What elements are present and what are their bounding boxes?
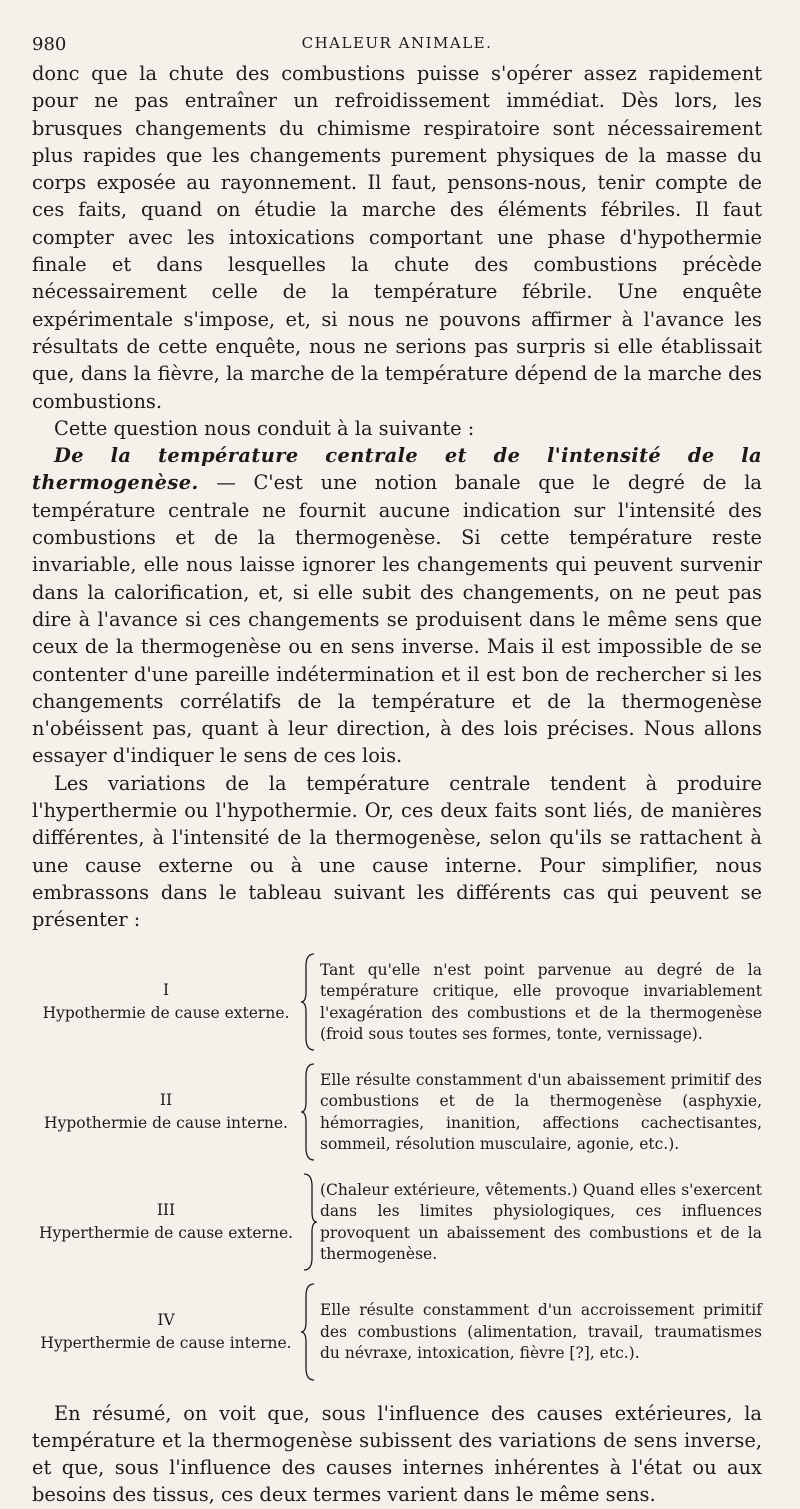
page-number: 980 <box>32 34 67 55</box>
brace-icon <box>300 952 318 1052</box>
brace-icon <box>300 1172 318 1272</box>
case-description: Elle résulte constamment d'un abaissement primitif des combustions et de la thermogenèse (asphyxie, hémorragies, inanition, affections cachectisantes, sommeil, résolution musculaire, agonie, etc.). <box>320 1070 762 1153</box>
case-row <box>32 1062 762 1162</box>
case-row <box>32 952 762 1052</box>
case-label <box>32 1199 300 1245</box>
section-body: — C'est une notion banale que le degré de la température centrale ne fournit aucune indication sur l'intensité des combustions et de la thermogenèse. Si cette température reste invariable, elle nous laisse ignorer les changements qui peuvent survenir dans la calorification, et, si elle subit des changements, on ne peut pas dire à l'avance si ces changements se produisent dans le même sens que ceux de la thermogenèse ou en sens inverse. Mais il est impossible de se contenter d'une pareille indétermination et il est bon de rechercher si les changements corrélatifs de la température et de la thermogenèse n'obéissent pas, quant à leur direction, à des lois précises. Nous allons essayer d'indiquer le sens de ces lois. <box>32 471 762 768</box>
paragraph-table-intro: Les variations de la température centrale tendent à produire l'hyperthermie ou l'hypothermie. Or, ces deux faits sont liés, de manières différentes, à l'intensité de la thermogenèse, selon qu'ils se rattachent à une cause externe ou à une cause interne. Pour simplifier, nous embrassons dans le tableau suivant les différents cas qui peuvent se présenter : <box>32 771 762 932</box>
case-title: Hyperthermie de cause interne. <box>40 1333 292 1352</box>
case-title: Hypothermie de cause interne. <box>44 1113 288 1132</box>
cases-table <box>32 952 762 1382</box>
case-row <box>32 1282 762 1382</box>
paragraph-continuation: donc que la chute des combustions puisse s'opérer assez rapidement pour ne pas entraîner un refroidissement immédiat. Dès lors, les brusques changements du chimisme respiratoire sont nécessairement plus rapides que les changements purement physiques de la masse du corps exposée au rayonnement. Il faut, pensons-nous, tenir compte de ces faits, quand on étudie la marche des éléments fébriles. Il faut compter avec les intoxications comportant une phase d'hypothermie finale et dans lesquelles la chute des combustions précède nécessairement celle de la température fébrile. Une enquête expérimentale s'impose, et, si nous ne pouvons affirmer à l'avance les résultats de cette enquête, nous ne serions pas surpris si elle établissait que, dans la fièvre, la marche de la température dépend de la marche des combustions. <box>32 62 762 413</box>
case-numeral: IV <box>157 1310 175 1329</box>
case-description: (Chaleur extérieure, vêtements.) Quand elles s'exercent dans les limites physiologiques, ces influences provoquent un abaissement des combustions et de la thermogenèse. <box>320 1180 762 1263</box>
case-numeral: II <box>159 1090 173 1109</box>
paragraph-summary: En résumé, on voit que, sous l'influence des causes extérieures, la température et la thermogenèse subissent des variations de sens inverse, et que, sous l'influence des causes internes inhérentes à l'état ou aux besoins des tissus, ces deux termes varient dans le même sens. <box>32 1401 762 1507</box>
case-label <box>32 1089 300 1135</box>
case-title: Hypothermie de cause externe. <box>42 1003 290 1022</box>
case-label <box>32 979 300 1025</box>
paragraph-section <box>32 442 762 770</box>
paragraph-transition: Cette question nous conduit à la suivante : <box>54 416 475 440</box>
section-heading: De la température centrale et de l'intensité de la thermogenèse. <box>32 444 762 495</box>
summary-block <box>32 1400 762 1509</box>
brace-icon <box>300 1282 318 1382</box>
case-numeral: I <box>162 980 170 999</box>
case-label <box>32 1309 300 1355</box>
running-head <box>32 26 762 60</box>
case-description: Elle résulte constamment d'un accroissement primitif des combustions (alimentation, travail, traumatismes du névraxe, intoxication, fièvre [?], etc.). <box>320 1301 762 1363</box>
case-numeral: III <box>156 1200 176 1219</box>
case-description: Tant qu'elle n'est point parvenue au degré de la température critique, elle provoque invariablement l'exagération des combustions et de la thermogenèse (froid sous toutes ses formes, tonte, vernissage). <box>320 960 762 1043</box>
running-title: CHALEUR ANIMALE. <box>301 34 493 52</box>
case-row <box>32 1172 762 1272</box>
case-title: Hyperthermie de cause externe. <box>38 1223 294 1242</box>
brace-icon <box>300 1062 318 1162</box>
main-text <box>32 60 762 934</box>
